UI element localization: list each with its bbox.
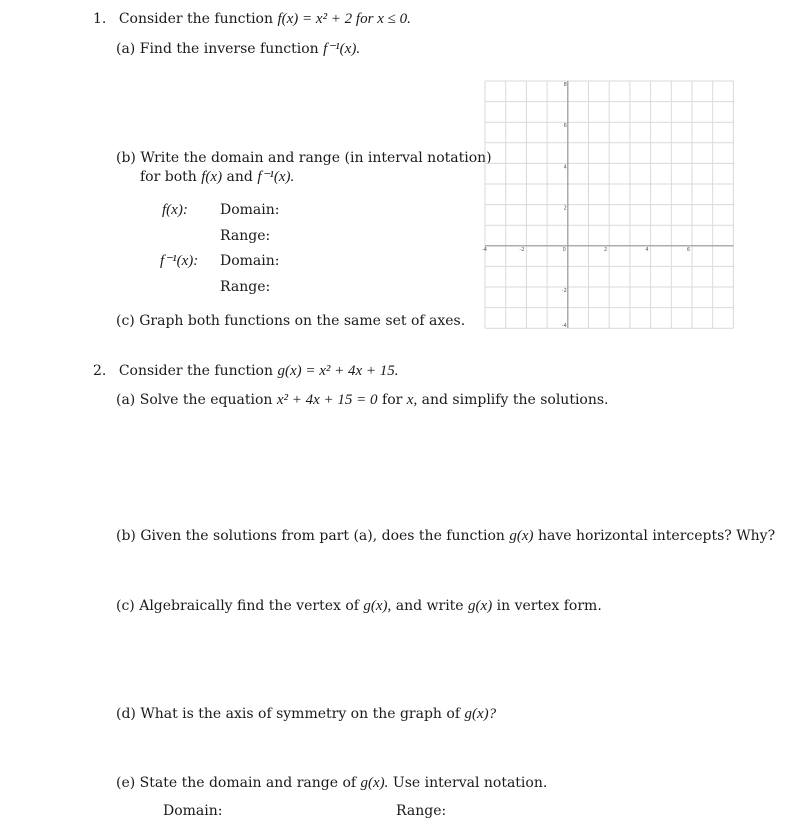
q1-function: f(x) = x² + 2 for x ≤ 0. [277,11,411,27]
q2d [116,705,496,723]
q1b-f-domain: Domain: [220,202,280,218]
q1b-label: (b) [116,150,136,166]
q1c-text: Graph both functions on the same set of axes. [139,313,466,329]
q2c [116,597,602,615]
x-tick-label: 2 [604,246,608,253]
q2c-g1: g(x), [363,598,392,614]
q1b-finv-domain: Domain: [220,253,280,269]
y-tick-label: 2 [563,205,567,212]
q2e [116,774,547,792]
q1b-and: and [226,169,253,185]
q1a-text: Find the inverse function [139,41,319,57]
q2a-text-post: and simplify the solutions. [421,392,609,408]
q2b-g: g(x) [509,528,534,544]
q2b-text-pre: Given the solutions from part (a), does the function [140,528,505,544]
q2e-range: Range: [396,803,447,819]
q2c-g2: g(x) [468,598,493,614]
q2b-text-post: have horizontal intercepts? Why? [537,528,776,544]
q2-intro: Consider the function [118,363,274,379]
q2c-text-post: in vertex form. [496,598,602,614]
q1a-label: (a) [116,41,136,57]
q2d-label: (d) [116,706,136,722]
y-tick-label: 8 [563,82,567,88]
q1-header [93,10,411,28]
q1b-finv: f⁻¹(x). [257,169,295,185]
q2a-text-pre: Solve the equation [139,392,273,408]
q1b-f-range: Range: [220,228,271,244]
x-tick-label: 0 [562,246,566,253]
q2d-text-pre: What is the axis of symmetry on the graph of [140,706,460,722]
y-tick-label: -4 [561,323,567,330]
q2-number: 2. [93,363,107,379]
q2d-g: g(x)? [464,706,497,722]
coordinate-grid [483,79,736,330]
y-tick-label: -2 [561,288,567,294]
q2b [116,527,775,545]
q1-number: 1. [93,11,107,27]
q1-intro: Consider the function [118,11,274,27]
q2a [116,391,609,409]
q2c-label: (c) [116,598,135,614]
x-tick-label: -2 [519,246,525,253]
q2a-var: x, [406,392,418,408]
y-tick-label: 6 [563,123,567,130]
q1b-line2 [140,168,294,186]
q2e-text-post: Use interval notation. [392,775,548,791]
x-tick-label: 4 [645,246,649,253]
q1b-f: f(x) [201,169,223,185]
q1b-text1: Write the domain and range (in interval notation) [140,150,492,166]
q1c [116,312,465,330]
q2-function: g(x) = x² + 4x + 15. [277,363,399,379]
x-tick-label: -4 [482,246,487,253]
q2a-text-mid: for [382,392,403,408]
q1c-label: (c) [116,313,135,329]
q1a-math: f⁻¹(x). [323,41,361,57]
q1b-line1 [116,149,492,167]
q2e-domain: Domain: [163,803,223,819]
q2c-text-mid: and write [395,598,464,614]
q1b-f-label: f(x): [162,202,188,218]
q2a-label: (a) [116,392,136,408]
grid-svg [483,79,736,330]
q2e-g: g(x). [360,775,389,791]
q2e-text-pre: State the domain and range of [139,775,357,791]
q2-header [93,362,399,380]
q2c-text-pre: Algebraically find the vertex of [139,598,359,614]
x-tick-label: 6 [686,246,690,253]
q1b-finv-label: f⁻¹(x): [160,253,199,269]
q1b-text2-prefix: for both [140,169,197,185]
q2e-label: (e) [116,775,136,791]
q2a-equation: x² + 4x + 15 = 0 [276,392,378,408]
q2b-label: (b) [116,528,136,544]
y-tick-label: 4 [563,164,567,171]
q1a [116,40,360,58]
q1b-finv-range: Range: [220,279,271,295]
